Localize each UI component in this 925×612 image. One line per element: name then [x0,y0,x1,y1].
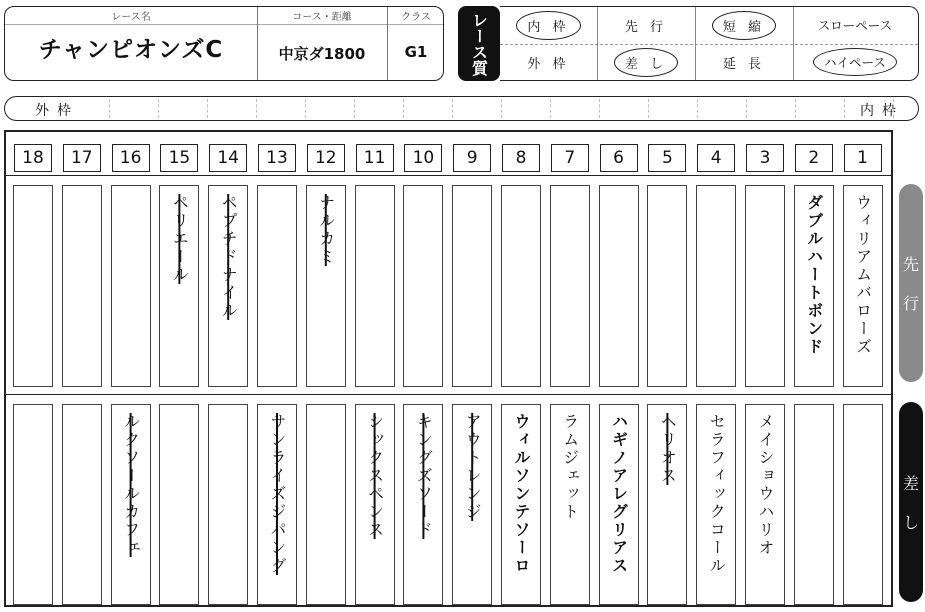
horse-number: 17 [63,144,101,172]
horse-name: サンライズジパング [268,413,287,575]
senko-slot [501,185,541,387]
horse-number: 3 [746,144,784,172]
bar-tick [893,99,894,118]
race-quality-circled-text: 短 縮 [712,11,776,40]
sashi-slot [550,404,590,605]
gate-position-bar [4,96,919,121]
horse-number: 6 [600,144,638,172]
sashi-slot [599,404,639,605]
race-quality-cell [695,44,793,80]
race-quality-cell [597,44,695,80]
inner-gate-label: 内枠 [860,103,904,119]
sashi-slot [696,404,736,605]
senko-slot [257,185,297,387]
horse-number: 13 [258,144,296,172]
race-quality-cell [793,44,917,80]
course-caption: コース・距離 [292,12,352,23]
sashi-slot [159,404,199,605]
race-name: チャンピオンズC [38,37,224,63]
horse-name: ラムジェット [560,413,580,521]
race-name-caption: レース名 [111,12,151,23]
senko-slot [599,185,639,387]
race-quality-text: 外 枠 [527,56,570,72]
sashi-slot [111,404,151,605]
senko-slot [647,185,687,387]
bar-tick [354,99,355,118]
horse-name: ハギノアレグリアス [609,413,629,575]
sashi-slot [843,404,883,605]
senko-side-label [899,184,923,382]
side-label-char: 差 [902,474,919,493]
senko-slot [550,185,590,387]
horse-number: 18 [14,144,52,172]
senko-slot [355,185,395,387]
header-divider [5,24,443,25]
bar-tick [746,99,747,118]
horse-number: 12 [307,144,345,172]
horse-number: 2 [795,144,833,172]
horse-name: ペリエール [170,194,190,284]
class-caption: クラス [401,12,431,23]
horse-name: シックスペンス [365,413,385,539]
senko-slot [696,185,736,387]
horse-name: キングズソード [414,413,434,539]
horse-name: ナルカミ [316,194,336,266]
horse-name: ルクソールカフェ [121,413,141,557]
senko-slot [208,185,248,387]
race-quality-grid [500,6,919,81]
bar-tick [158,99,159,118]
race-class: G1 [404,43,428,61]
bar-tick [207,99,208,118]
bar-tick [452,99,453,118]
horse-name: メイショウハリオ [756,413,775,557]
senko-slot [843,185,883,387]
sashi-slot [306,404,346,605]
senko-slot [306,185,346,387]
horse-grid [4,130,893,607]
horse-name: アウトレンジ [463,413,483,521]
sashi-slot [501,404,541,605]
bar-tick [403,99,404,118]
race-quality-cell [500,44,597,80]
senko-slot [159,185,199,387]
horse-number: 5 [648,144,686,172]
horse-number: 1 [844,144,882,172]
race-quality-cell [793,7,917,43]
horse-name: セラフィックコール [707,413,727,575]
outer-gate-label: 外枠 [35,103,79,119]
sashi-slot [208,404,248,605]
horse-name: ウィルソンテソーロ [512,413,531,575]
senko-slot [794,185,834,387]
bar-tick [256,99,257,118]
horse-number: 7 [551,144,589,172]
side-label-char: 行 [902,294,919,313]
horse-number: 14 [209,144,247,172]
race-quality-circled-text: 差 し [614,48,678,77]
bar-tick [648,99,649,118]
horse-number: 15 [160,144,198,172]
bar-tick [599,99,600,118]
horse-name: ダブルハートボンド [804,194,824,356]
horse-name: ヘリオス [658,413,678,485]
horse-number: 10 [404,144,442,172]
race-quality-cell [597,7,695,43]
bar-tick [697,99,698,118]
race-quality-cell [695,7,793,43]
senko-slot [13,185,53,387]
race-quality-circled-text: 内 枠 [516,11,580,40]
race-quality-cell [500,7,597,43]
race-quality-text: 先 行 [624,19,668,35]
horse-number: 16 [112,144,150,172]
senko-slot [111,185,151,387]
sashi-side-label [899,402,923,602]
sashi-slot [647,404,687,605]
race-quality-label: レース質 [458,6,500,81]
number-row-divider [6,175,891,176]
sashi-slot [745,404,785,605]
horse-number: 4 [697,144,735,172]
bar-tick [844,99,845,118]
sashi-slot [355,404,395,605]
horse-name: ウィリアムバローズ [853,194,873,356]
sashi-slot [452,404,492,605]
horse-number: 8 [502,144,540,172]
bar-tick [305,99,306,118]
bar-tick [501,99,502,118]
race-quality-text: スローペース [817,18,893,33]
sashi-slot [794,404,834,605]
bar-tick [795,99,796,118]
senko-slot [745,185,785,387]
row-divider [6,394,891,395]
sashi-slot [403,404,443,605]
side-label-char: 先 [902,255,919,274]
course-distance: 中京ダ1800 [278,45,366,63]
horse-name: ペプチドナイル [219,194,239,320]
horse-number: 9 [453,144,491,172]
bar-tick [550,99,551,118]
senko-slot [62,185,102,387]
bar-tick [109,99,110,118]
sashi-slot [257,404,297,605]
side-label-char: し [902,513,919,532]
race-header [4,6,444,81]
senko-slot [403,185,443,387]
race-quality-circled-text: ハイペース [813,48,897,76]
race-quality-text: 延 長 [722,56,766,72]
sashi-slot [62,404,102,605]
sashi-slot [13,404,53,605]
horse-number: 11 [356,144,394,172]
senko-slot [452,185,492,387]
